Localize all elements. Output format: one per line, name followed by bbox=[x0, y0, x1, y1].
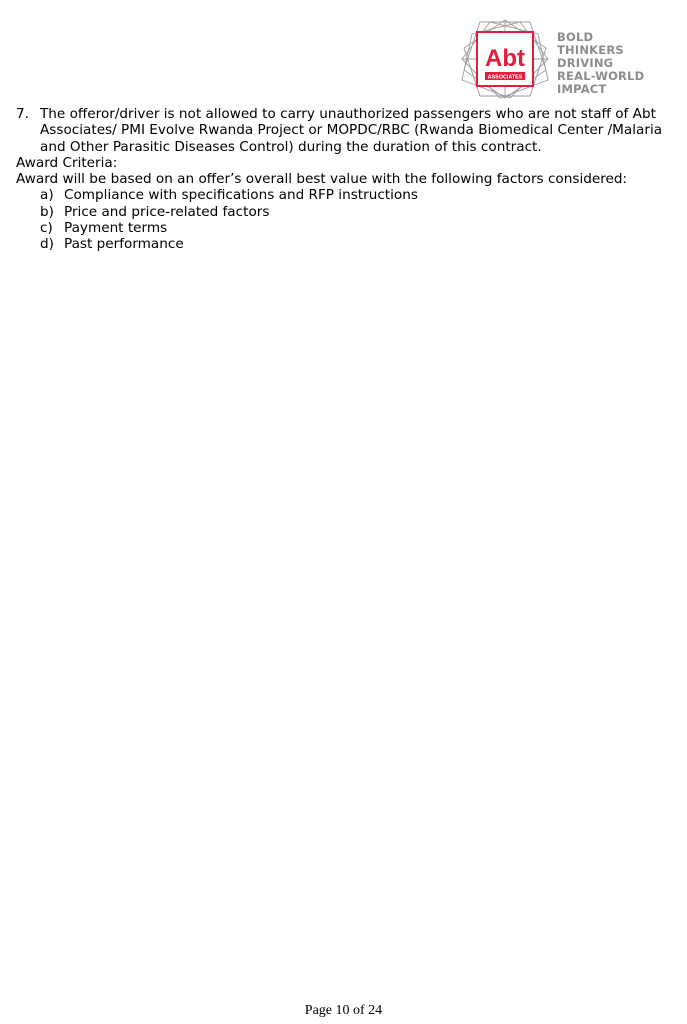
item-number: 7. bbox=[16, 106, 29, 122]
abt-logo-mark bbox=[460, 18, 550, 100]
award-criteria-intro: Award will be based on an offer’s overall best value with the following factors considered: bbox=[16, 171, 628, 188]
tagline-line: REAL-WORLD bbox=[557, 69, 645, 83]
list-item bbox=[16, 204, 666, 220]
list-text: Compliance with specifications and RFP instructions bbox=[64, 187, 418, 204]
list-item bbox=[16, 187, 666, 203]
numbered-item-7 bbox=[16, 106, 666, 155]
tagline-line: THINKERS bbox=[557, 43, 624, 57]
criteria-list bbox=[16, 187, 666, 252]
list-text: Payment terms bbox=[64, 220, 168, 237]
list-marker: b) bbox=[40, 203, 54, 220]
document-body bbox=[16, 106, 666, 253]
item-text: The offeror/driver is not allowed to carry unauthorized passengers who are not staff of Abt Associates/ PMI Evolve Rwanda Project or MOPDC/RBC (Rwanda Biomedical Center /Malaria and Other Parasitic Diseases Control) during the duration of this contract. bbox=[40, 106, 663, 155]
tagline-line: IMPACT bbox=[557, 82, 607, 96]
tagline-line: BOLD bbox=[557, 30, 594, 44]
list-marker: c) bbox=[40, 220, 53, 237]
list-marker: a) bbox=[40, 187, 54, 204]
list-text: Past performance bbox=[64, 236, 184, 253]
list-item bbox=[16, 236, 666, 252]
award-criteria-heading: Award Criteria: bbox=[16, 154, 118, 171]
abt-subtext: ASSOCIATES bbox=[487, 74, 523, 81]
list-item bbox=[16, 220, 666, 236]
page-number: Page 10 of 24 bbox=[304, 1003, 383, 1018]
list-marker: d) bbox=[40, 236, 54, 253]
tagline-line: DRIVING bbox=[557, 56, 614, 70]
logo-tagline bbox=[557, 31, 644, 96]
abt-logo bbox=[460, 18, 660, 100]
abt-wordmark: Abt bbox=[485, 45, 525, 72]
list-text: Price and price-related factors bbox=[64, 203, 270, 220]
